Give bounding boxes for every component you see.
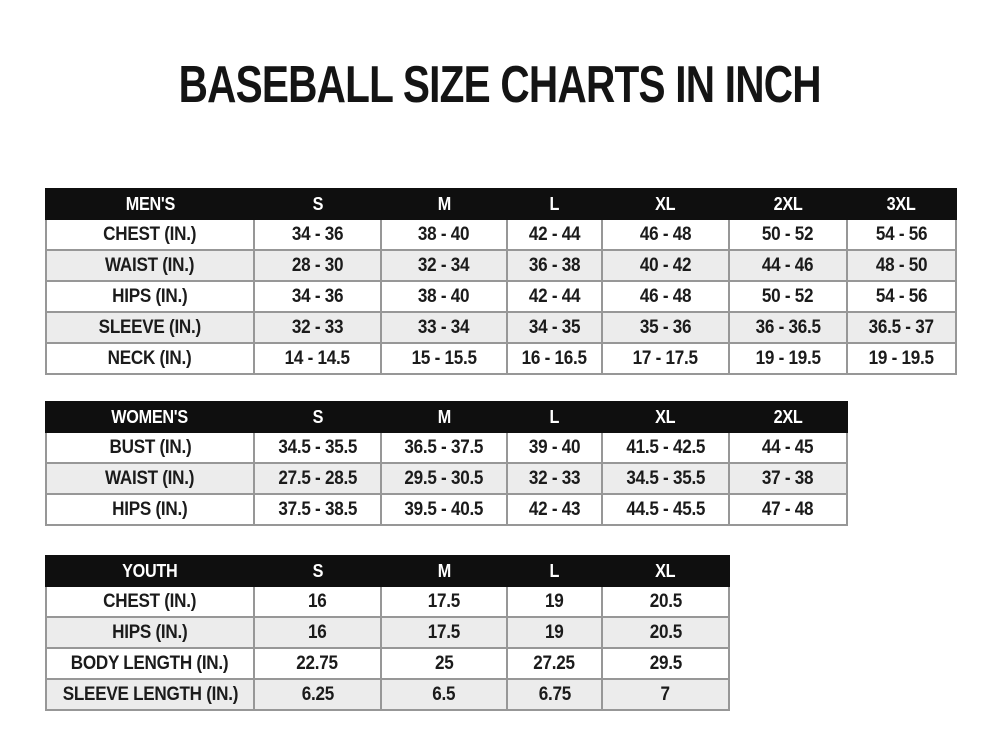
cell-text: WAIST (IN.) — [105, 254, 195, 276]
cell-text: 15 - 15.5 — [411, 347, 477, 369]
table-row — [46, 494, 847, 525]
size-value-cell — [507, 617, 602, 648]
size-value-cell — [381, 432, 507, 463]
table-row — [46, 312, 956, 343]
size-value-cell — [507, 463, 602, 494]
cell-text: 16 — [308, 621, 327, 643]
cell-text: 48 - 50 — [875, 254, 928, 276]
cell-text: 14 - 14.5 — [284, 347, 351, 369]
cell-text: NECK (IN.) — [108, 347, 192, 369]
cell-text: 17 - 17.5 — [632, 347, 699, 369]
cell-text: 35 - 36 — [639, 316, 692, 338]
size-column-header — [729, 402, 847, 432]
cell-text: 3XL — [887, 193, 916, 214]
row-label-cell — [46, 679, 254, 710]
cell-text: 54 - 56 — [875, 285, 928, 307]
cell-text: HIPS (IN.) — [112, 285, 188, 307]
cell-text: XL — [655, 406, 676, 427]
womens-size-table — [45, 401, 848, 526]
cell-text: S — [312, 406, 323, 427]
youth-size-table — [45, 555, 730, 711]
size-column-header — [254, 189, 381, 219]
size-value-cell — [381, 679, 507, 710]
cell-text: 16 - 16.5 — [521, 347, 588, 369]
cell-text: 16 — [308, 590, 327, 612]
cell-text: 39 - 40 — [528, 436, 581, 458]
size-value-cell — [507, 432, 602, 463]
cell-text: 38 - 40 — [418, 223, 470, 245]
table-row — [46, 679, 729, 710]
size-value-cell — [254, 494, 381, 525]
size-value-cell — [254, 463, 381, 494]
size-value-cell — [507, 281, 602, 312]
cell-text: 20.5 — [649, 621, 682, 643]
size-value-cell — [254, 432, 381, 463]
cell-text: 37 - 38 — [762, 467, 814, 489]
size-value-cell — [254, 586, 381, 617]
cell-text: M — [437, 560, 451, 581]
cell-text: S — [312, 193, 323, 214]
cell-text: 7 — [660, 683, 671, 705]
size-column-header — [507, 189, 602, 219]
cell-text: M — [437, 406, 451, 427]
size-value-cell — [847, 343, 956, 374]
cell-text: 19 — [545, 621, 564, 643]
row-label-cell — [46, 281, 254, 312]
size-value-cell — [602, 494, 729, 525]
cell-text: 27.5 - 28.5 — [278, 467, 357, 489]
cell-text: 42 - 44 — [528, 223, 581, 245]
cell-text: 34 - 36 — [291, 285, 344, 307]
size-value-cell — [507, 648, 602, 679]
size-value-cell — [847, 281, 956, 312]
cell-text: S — [312, 560, 323, 581]
size-column-header — [381, 556, 507, 586]
cell-text: 33 - 34 — [418, 316, 470, 338]
table-row — [46, 281, 956, 312]
cell-text: BUST (IN.) — [109, 436, 191, 458]
size-value-cell — [381, 250, 507, 281]
size-value-cell — [602, 312, 729, 343]
cell-text: 37.5 - 38.5 — [278, 498, 357, 520]
size-value-cell — [602, 586, 729, 617]
cell-text: 20.5 — [649, 590, 682, 612]
size-value-cell — [507, 679, 602, 710]
size-value-cell — [729, 463, 847, 494]
cell-text: 40 - 42 — [639, 254, 692, 276]
size-value-cell — [381, 219, 507, 250]
cell-text: 44 - 45 — [762, 436, 814, 458]
size-value-cell — [847, 312, 956, 343]
size-value-cell — [602, 432, 729, 463]
size-column-header — [602, 402, 729, 432]
size-value-cell — [507, 219, 602, 250]
size-value-cell — [729, 494, 847, 525]
row-label-cell — [46, 250, 254, 281]
cell-text: 44.5 - 45.5 — [626, 498, 705, 520]
size-column-header — [254, 556, 381, 586]
mens-header-row — [46, 189, 956, 219]
row-label-cell — [46, 463, 254, 494]
cell-text: XL — [655, 193, 676, 214]
cell-text: 2XL — [773, 406, 803, 427]
mens-table-title-cell — [46, 189, 254, 219]
cell-text: SLEEVE (IN.) — [98, 316, 202, 338]
cell-text: HIPS (IN.) — [112, 498, 188, 520]
table-row — [46, 586, 729, 617]
size-column-header — [381, 189, 507, 219]
cell-text: 6.5 — [432, 683, 456, 705]
size-value-cell — [381, 281, 507, 312]
cell-text: XL — [655, 560, 676, 581]
cell-text: 38 - 40 — [418, 285, 470, 307]
size-value-cell — [847, 219, 956, 250]
row-label-cell — [46, 494, 254, 525]
cell-text: 50 - 52 — [762, 285, 814, 307]
cell-text: 2XL — [773, 193, 803, 214]
table-row — [46, 219, 956, 250]
size-value-cell — [381, 617, 507, 648]
size-value-cell — [254, 250, 381, 281]
size-value-cell — [729, 219, 847, 250]
cell-text: 50 - 52 — [762, 223, 814, 245]
youth-table-title-cell — [46, 556, 254, 586]
size-value-cell — [729, 343, 847, 374]
cell-text: 28 - 30 — [291, 254, 344, 276]
cell-text: 19 — [545, 590, 564, 612]
cell-text: 36.5 - 37.5 — [404, 436, 484, 458]
size-value-cell — [381, 312, 507, 343]
cell-text: MEN'S — [125, 193, 175, 214]
womens-table-title-cell — [46, 402, 254, 432]
table-row — [46, 432, 847, 463]
size-column-header — [602, 556, 729, 586]
size-value-cell — [381, 494, 507, 525]
size-value-cell — [602, 617, 729, 648]
table-row — [46, 648, 729, 679]
cell-text: 46 - 48 — [639, 285, 692, 307]
cell-text: 19 - 19.5 — [868, 347, 935, 369]
size-value-cell — [254, 281, 381, 312]
cell-text: 34 - 35 — [528, 316, 581, 338]
size-column-header — [381, 402, 507, 432]
size-value-cell — [254, 312, 381, 343]
row-label-cell — [46, 219, 254, 250]
size-value-cell — [602, 463, 729, 494]
cell-text: 17.5 — [427, 621, 461, 643]
cell-text: CHEST (IN.) — [103, 223, 197, 245]
size-value-cell — [507, 250, 602, 281]
cell-text: 46 - 48 — [639, 223, 692, 245]
size-value-cell — [254, 617, 381, 648]
title-bar — [0, 56, 1000, 114]
row-label-cell — [46, 586, 254, 617]
cell-text: CHEST (IN.) — [103, 590, 197, 612]
cell-text: 19 - 19.5 — [755, 347, 821, 369]
size-value-cell — [507, 312, 602, 343]
cell-text: L — [549, 560, 560, 581]
table-row — [46, 617, 729, 648]
cell-text: 36 - 38 — [528, 254, 581, 276]
size-value-cell — [602, 281, 729, 312]
cell-text: 32 - 33 — [528, 467, 581, 489]
cell-text: BODY LENGTH (IN.) — [71, 652, 229, 674]
size-value-cell — [381, 463, 507, 494]
womens-header-row — [46, 402, 847, 432]
table-row — [46, 463, 847, 494]
cell-text: 34.5 - 35.5 — [278, 436, 357, 458]
cell-text: 29.5 — [649, 652, 682, 674]
cell-text: 54 - 56 — [875, 223, 928, 245]
size-column-header — [507, 402, 602, 432]
cell-text: 17.5 — [427, 590, 461, 612]
cell-text: WOMEN'S — [111, 406, 189, 427]
size-value-cell — [254, 343, 381, 374]
cell-text: 29.5 - 30.5 — [404, 467, 484, 489]
cell-text: 36.5 - 37 — [868, 316, 935, 338]
cell-text: 34 - 36 — [291, 223, 344, 245]
cell-text: YOUTH — [122, 560, 178, 581]
size-value-cell — [602, 343, 729, 374]
cell-text: 6.25 — [301, 683, 334, 705]
cell-text: L — [549, 406, 560, 427]
mens-size-table — [45, 188, 957, 375]
size-value-cell — [602, 679, 729, 710]
cell-text: SLEEVE LENGTH (IN.) — [62, 683, 238, 705]
size-value-cell — [254, 219, 381, 250]
cell-text: 44 - 46 — [762, 254, 814, 276]
table-row — [46, 343, 956, 374]
size-value-cell — [729, 312, 847, 343]
row-label-cell — [46, 617, 254, 648]
size-value-cell — [847, 250, 956, 281]
row-label-cell — [46, 312, 254, 343]
row-label-cell — [46, 432, 254, 463]
table-row — [46, 250, 956, 281]
cell-text: 42 - 43 — [528, 498, 581, 520]
size-value-cell — [729, 281, 847, 312]
cell-text: 32 - 33 — [291, 316, 344, 338]
row-label-cell — [46, 648, 254, 679]
cell-text: 47 - 48 — [762, 498, 814, 520]
cell-text: 34.5 - 35.5 — [626, 467, 705, 489]
size-value-cell — [602, 219, 729, 250]
cell-text: 6.75 — [538, 683, 571, 705]
size-value-cell — [381, 343, 507, 374]
cell-text: M — [437, 193, 451, 214]
cell-text: 41.5 - 42.5 — [626, 436, 705, 458]
size-column-header — [254, 402, 381, 432]
cell-text: 36 - 36.5 — [755, 316, 821, 338]
size-value-cell — [381, 648, 507, 679]
size-value-cell — [507, 586, 602, 617]
size-value-cell — [507, 494, 602, 525]
size-value-cell — [602, 648, 729, 679]
size-value-cell — [602, 250, 729, 281]
size-value-cell — [729, 250, 847, 281]
cell-text: WAIST (IN.) — [105, 467, 195, 489]
size-column-header — [847, 189, 956, 219]
size-value-cell — [254, 679, 381, 710]
size-column-header — [729, 189, 847, 219]
size-column-header — [507, 556, 602, 586]
cell-text: 25 — [434, 652, 454, 674]
cell-text: L — [549, 193, 560, 214]
cell-text: 42 - 44 — [528, 285, 581, 307]
size-column-header — [602, 189, 729, 219]
size-value-cell — [254, 648, 381, 679]
size-value-cell — [507, 343, 602, 374]
size-value-cell — [381, 586, 507, 617]
cell-text: HIPS (IN.) — [112, 621, 188, 643]
cell-text: 22.75 — [296, 652, 339, 674]
row-label-cell — [46, 343, 254, 374]
page-title: BASEBALL SIZE CHARTS IN INCH — [178, 56, 822, 114]
cell-text: 27.25 — [533, 652, 576, 674]
cell-text: 32 - 34 — [418, 254, 470, 276]
size-value-cell — [729, 432, 847, 463]
cell-text: 39.5 - 40.5 — [404, 498, 484, 520]
youth-header-row — [46, 556, 729, 586]
